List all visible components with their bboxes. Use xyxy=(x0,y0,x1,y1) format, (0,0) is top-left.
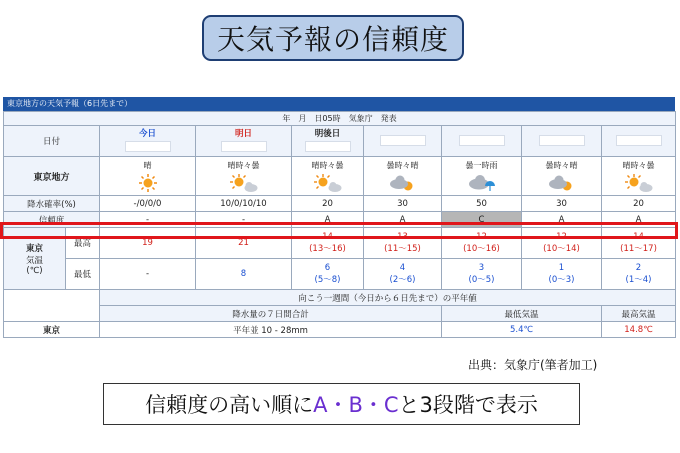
sun-cloud-icon xyxy=(624,173,654,193)
avg-min-value: 5.4℃ xyxy=(442,322,602,338)
sun-cloud-icon xyxy=(313,173,343,193)
avg-heading-row xyxy=(4,290,676,306)
min-label: 最低 xyxy=(66,259,100,290)
page-title: 天気予報の信頼度 xyxy=(202,15,464,61)
max-cell: 12 (10〜14) xyxy=(522,228,602,259)
pop-cell: -/0/0/0 xyxy=(100,196,196,212)
area-label: 東京地方 xyxy=(4,157,100,196)
source-note: 出典：気象庁(筆者加工) xyxy=(468,358,598,372)
date-cell xyxy=(364,126,442,157)
avg-min-header: 最低気温 xyxy=(442,306,602,322)
max-cell: 13 (11〜15) xyxy=(364,228,442,259)
pop-cell: 20 xyxy=(292,196,364,212)
avg-precip-value: 平年並 10 - 28mm xyxy=(100,322,442,338)
weather-cell xyxy=(522,157,602,196)
max-cell: 21 xyxy=(196,228,292,259)
weather-text: 曇時々晴 xyxy=(545,160,578,170)
weather-cell xyxy=(292,157,364,196)
max-cell: 12 (10〜16) xyxy=(442,228,522,259)
avg-city: 東京 xyxy=(4,322,100,338)
weather-text: 晴時々曇 xyxy=(227,160,260,170)
day-label: 明日 xyxy=(234,129,252,139)
avg-max-header: 最高気温 xyxy=(602,306,676,322)
pop-cell: 50 xyxy=(442,196,522,212)
date-cell xyxy=(442,126,522,157)
min-cell: - xyxy=(100,259,196,290)
min-temp-row xyxy=(4,259,676,290)
weather-cell xyxy=(100,157,196,196)
cloud-sun-icon xyxy=(388,173,418,193)
weather-cell xyxy=(364,157,442,196)
date-cell xyxy=(602,126,676,157)
weather-cell xyxy=(442,157,522,196)
avg-columns-row xyxy=(4,306,676,322)
date-cell xyxy=(292,126,364,157)
weather-text: 晴時々曇 xyxy=(311,160,344,170)
min-cell: 2 (1〜4) xyxy=(602,259,676,290)
note-post: と3段階で表示 xyxy=(398,393,538,417)
weather-text: 晴時々曇 xyxy=(622,160,655,170)
reliability-cell: C xyxy=(442,212,522,228)
sun-icon xyxy=(137,173,159,193)
min-cell: 3 (0〜5) xyxy=(442,259,522,290)
weather-text: 曇一時雨 xyxy=(465,160,498,170)
temp-word: 気温 xyxy=(25,255,43,266)
pop-cell: 30 xyxy=(364,196,442,212)
sun-cloud-icon xyxy=(229,173,259,193)
avg-values-row xyxy=(4,322,676,338)
date-cell xyxy=(522,126,602,157)
date-cell xyxy=(100,126,196,157)
reliability-cell: A xyxy=(602,212,676,228)
day-label: 明後日 xyxy=(314,129,341,139)
date-cell xyxy=(196,126,292,157)
min-cell: 4 (2〜6) xyxy=(364,259,442,290)
published-time: 年 月 日05時 気象庁 発表 xyxy=(4,112,676,126)
note-pre: 信頼度の高い順に xyxy=(145,393,314,417)
max-cell: 14 (11〜17) xyxy=(602,228,676,259)
weather-cell xyxy=(196,157,292,196)
avg-corner xyxy=(4,290,100,322)
min-cell: 1 (0〜3) xyxy=(522,259,602,290)
forecast-header: 東京地方の天気予報（6日先まで） xyxy=(3,97,675,111)
min-cell: 8 xyxy=(196,259,292,290)
reliability-label: 信頼度 xyxy=(4,212,100,228)
max-label: 最高 xyxy=(66,228,100,259)
max-cell: 14 (13〜16) xyxy=(292,228,364,259)
reliability-cell: A xyxy=(522,212,602,228)
avg-max-value: 14.8℃ xyxy=(602,322,676,338)
reliability-explanation xyxy=(103,383,580,425)
reliability-cell: - xyxy=(100,212,196,228)
weather-text: 晴 xyxy=(143,160,152,170)
date-label: 日付 xyxy=(4,126,100,157)
weather-text: 曇時々晴 xyxy=(386,160,419,170)
note-abc: A・B・C xyxy=(313,393,399,417)
temp-unit: (℃) xyxy=(26,265,43,276)
weather-row xyxy=(4,157,676,196)
reliability-cell: A xyxy=(364,212,442,228)
pop-cell: 10/0/10/10 xyxy=(196,196,292,212)
cloud-sun-icon xyxy=(547,173,577,193)
pop-cell: 30 xyxy=(522,196,602,212)
day-label: 今日 xyxy=(138,129,156,139)
avg-precip-header: 降水量の７日間合計 xyxy=(100,306,442,322)
reliability-cell: - xyxy=(196,212,292,228)
pop-row xyxy=(4,196,676,212)
forecast-panel xyxy=(3,97,675,338)
cloud-umbrella-icon xyxy=(467,173,497,193)
city-label: 東京 xyxy=(25,243,43,254)
max-cell: 19 xyxy=(100,228,196,259)
reliability-cell: A xyxy=(292,212,364,228)
weather-cell xyxy=(602,157,676,196)
pop-label: 降水確率(%) xyxy=(4,196,100,212)
pop-cell: 20 xyxy=(602,196,676,212)
min-cell: 6 (5〜8) xyxy=(292,259,364,290)
avg-heading: 向こう一週間（今日から６日先まで）の平年値 xyxy=(100,290,676,306)
reliability-highlight-box xyxy=(0,222,678,239)
date-row xyxy=(4,126,676,157)
